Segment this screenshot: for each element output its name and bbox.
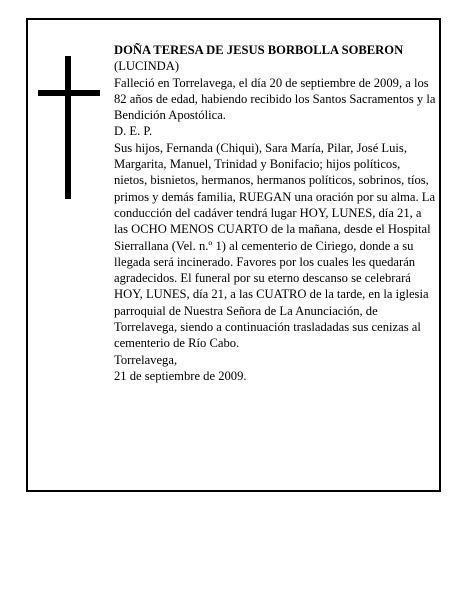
notice-date: 21 de septiembre de 2009. bbox=[114, 368, 247, 383]
notice-place: Torrelavega, bbox=[114, 352, 178, 367]
death-announcement: Falleció en Torrelavega, el día 20 de septiembre de 2009, a los 82 años de edad, habiendo recibido los Santos Sacramentos y la Bendición Apostólica. bbox=[114, 75, 436, 123]
cross-vertical-bar bbox=[65, 56, 71, 199]
obituary-notice bbox=[26, 18, 441, 492]
obituary-text bbox=[114, 42, 436, 384]
deceased-name: DOÑA TERESA DE JESUS BORBOLLA SOBERON bbox=[114, 43, 404, 57]
family-message: Sus hijos, Fernanda (Chiqui), Sara María, Pilar, José Luis, Margarita, Manuel, Trinidad y Bonifacio; hijos políticos, nietos, bisnietos, hermanos, hermanos políticos, sobrinos, tíos, primos y demás familia, RUEGAN una oración por su alma. La conducción del cadáver tendrá lugar HOY, LUNES, día 21, a las OCHO MENOS CUARTO de la mañana, desde el Hospital Sierrallana (Vel. n.º 1) al cementerio de Ciriego, donde a su llegada será incinerado. Favores por los cuales les quedarán agradecidos. El funeral por su eterno descanso se celebrará HOY, LUNES, día 21, a las CUATRO de la tarde, en la iglesia parroquial de Nuestra Señora de La Anunciación, de Torrelavega, siendo a continuación trasladadas sus cenizas al cementerio de Río Cabo. bbox=[114, 140, 436, 351]
rest-in-peace: D. E. P. bbox=[114, 124, 153, 139]
cross-icon bbox=[38, 56, 100, 199]
deceased-nickname: (LUCINDA) bbox=[114, 59, 180, 74]
cross-horizontal-bar bbox=[38, 90, 100, 96]
